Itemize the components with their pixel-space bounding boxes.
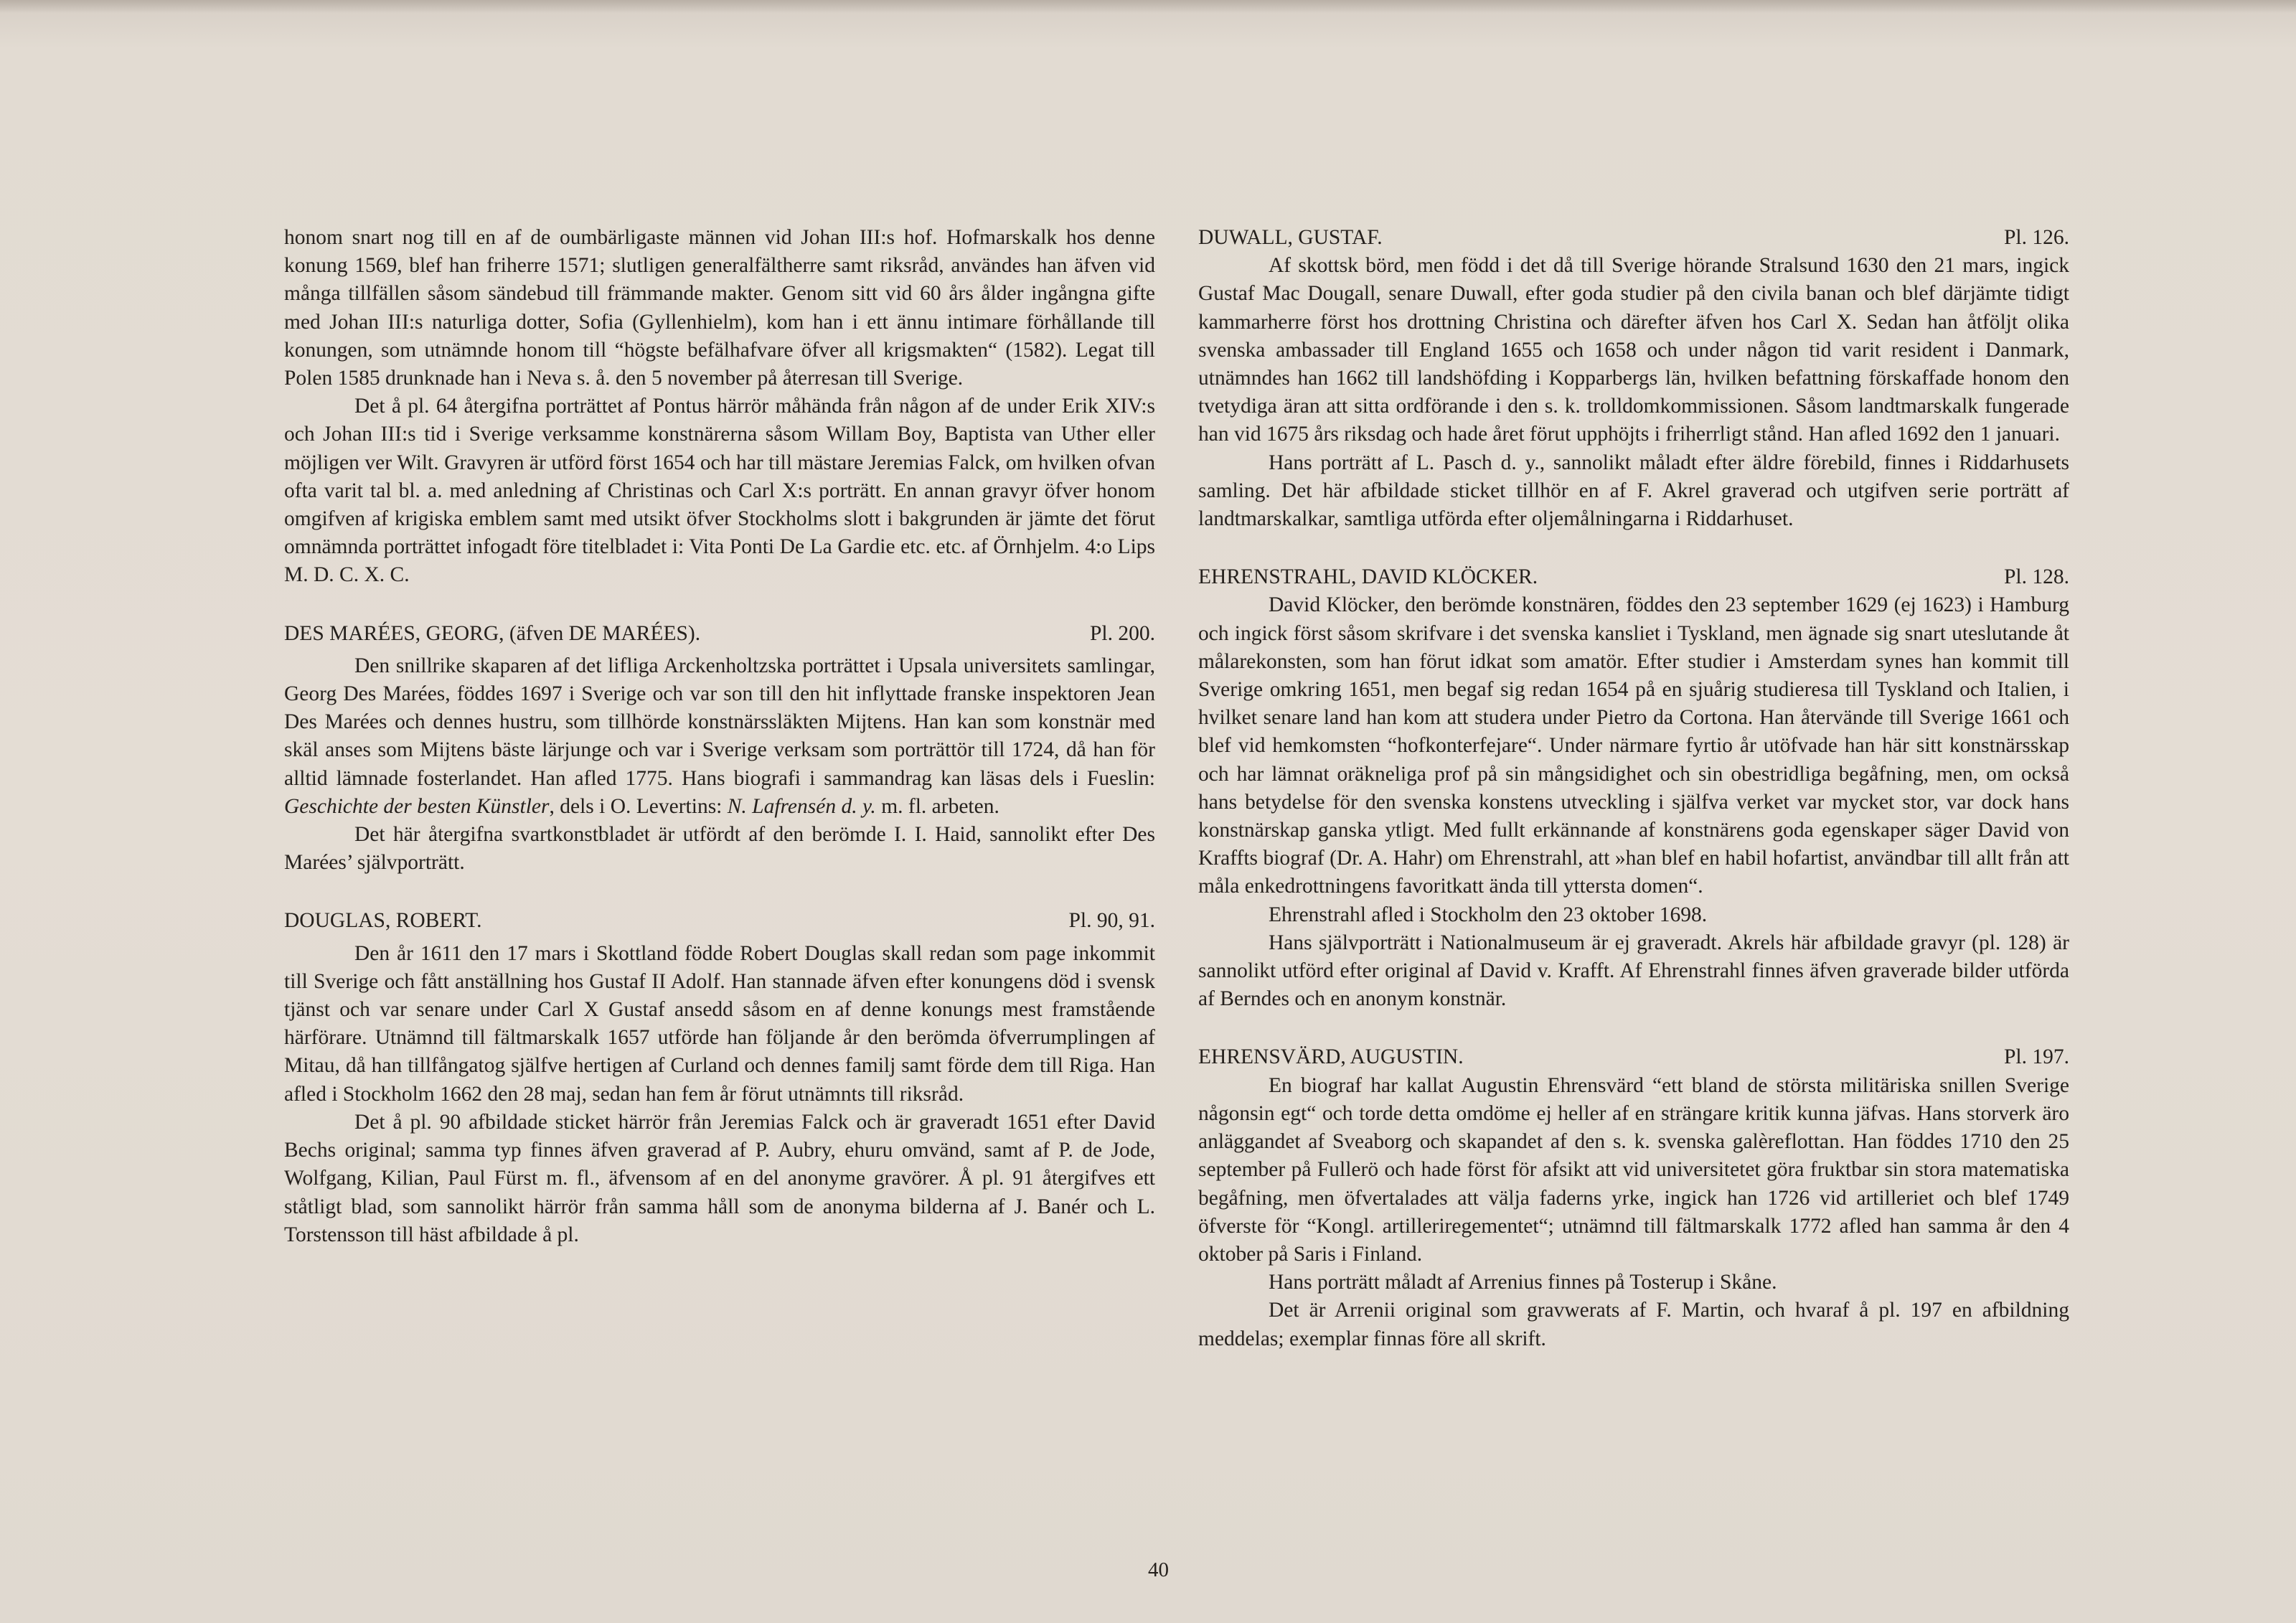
continued-paragraph: honom snart nog till en af de oumbärligaste männen vid Johan III:s hof. Hofmarskalk hos denne konung 1569, blef han friherre 1571; slutligen generalfältherre samt riksråd, användes han äfven vid många tillfällen såsom sändebud till främmande makter. Genom sitt vid 60 års ålder ingångna gifte med Johan III:s naturliga dotter, Sofia (Gyllenhielm), kom han i ett ännu intimare förhållande till konungen, som utnämnde honom till “högste befälhafvare öfver all krigsmakten“ (1582). Legat till Polen 1585 drunknade han i Neva s. å. den 5 november på återresan till Sverige. [284,226,1155,390]
book-title: N. Lafrensén d. y. [727,794,876,818]
entry-heading-ehrensvard [1198,1043,2069,1071]
entry-paragraph: Af skottsk börd, men född i det då till Sverige hörande Stralsund 1630 den 21 mars, ingick Gustaf Mac Dougall, senare Duwall, efter goda studier på den civila banan och blef därjämte tidigt kammarherre först hos drottning Christina och därefter äfven hos Carl X. Sedan han åtföljt olika svenska ambassader till England 1655 och 1658 och under någon tid varit resident i Danmark, utnämndes han 1662 till landshöfding i Kopparbergs län, hvilken befattning förskaffade honom den tvetydiga äran att sitta ordförande i den s. k. trolldomkommissionen. Såsom landtmarskalk fungerade han vid 1675 års riksdag och hade året förut upphöjts i friherrligt stånd. Han afled 1692 den 1 januari. [1198,254,2069,446]
entry-paragraph: Det här återgifna svartkonstbladet är utfördt af den berömde I. I. Haid, sannolikt efter Des Marées’ självporträtt. [284,823,1155,875]
entry-name: DUWALL, GUSTAF. [1198,226,1383,249]
entry-heading-douglas [284,907,1155,935]
entry-paragraph: Det är Arrenii original som gravwerats af F. Martin, och hvaraf å pl. 197 en afbildning meddelas; exemplar finnas före all skrift. [1198,1299,2069,1350]
entry-name: EHRENSVÄRD, AUGUSTIN. [1198,1045,1464,1069]
entry-paragraph: En biograf har kallat Augustin Ehrensvärd “ett bland de största militäriska snillen Sverige någonsin egt“ och torde detta omdöme ej heller af en strängare kritik kunna jäfvas. Hans storverk äro anläggandet af Sveaborg och skapandet af den s. k. svenska galèreflottan. Han föddes 1710 den 25 september på Fullerö och hade först för afsikt att vid universitetet göra fruktbar sin stora matematiska begåfning, men öfvertalades att välja faderns yrke, ingick han 1726 vid artilleriet och blef 1749 öfverste för “Kongl. artilleriregementet“; utnämnd till fältmarskalk 1772 afled han samma år den 4 oktober på Saris i Finland. [1198,1073,2069,1266]
plate-reference: Pl. 126. [2004,226,2069,249]
entry-paragraph: Det å pl. 90 afbildade sticket härrör från Jeremias Falck och är graveradt 1651 efter David Bechs original; samma typ finnes äfven graverad af P. Aubry, ehuru omvänd, samt af P. de Jode, Wolfgang, Kilian, Paul Fürst m. fl., äfvensom af en del anonyme gravörer. Å pl. 91 återgifves ett ståtligt blad, som sannolikt härrör från samma håll som de anonyma bilderna af J. Banér och L. Torstensson till häst afbildade å pl. [284,1110,1155,1246]
plate-reference: Pl. 200. [1090,621,1155,645]
entry-paragraph: David Klöcker, den berömde konstnären, föddes den 23 september 1629 (ej 1623) i Hamburg och ingick först såsom skrifvare i det svenska kansliet i Tyskland, men ägnade sig snart uteslutande åt målarekonsten, som han förut idkat som amatör. Efter studier i Amsterdam synes han kommit till Sverige omkring 1651, men begaf sig redan 1654 på en sjuårig studieresa till Tyskland och Italien, i hvilket senare land han kom att studera under Pietro da Cortona. Han återvände till Sverige 1661 och blef vid hemkomsten “hofkonterfejare“. Under närmare fyrtio år utöfvade han här sitt konstnärsskap och har lämnat oräkneliga prof på sin mångsidighet och sin obestridliga begåfning, men, om också hans betydelse för den svenska konstens utveckling i själfva verket var mycket stor, var dock hans konstnärskap ganska ytligt. Med fullt erkännande af konstnärens goda egenskaper säger David von Kraffts biograf (Dr. A. Hahr) om Ehrenstrahl, att »han blef en habil hofartist, användbar till allt från att måla enkedrottningens favoritkatt ända till yttersta domen“. [1198,593,2069,898]
entry-paragraph: Ehrenstrahl afled i Stockholm den 23 oktober 1698. [1269,903,1708,926]
entry-paragraph: Hans självporträtt i Nationalmuseum är ej graveradt. Akrels här afbildade gravyr (pl. 128) är sannolikt utförd efter original af David v. Krafft. Af Ehrenstrahl finnes äfven graverade bilder utförda af Berndes och en anonym konstnär. [1198,931,2069,1011]
book-title: Geschichte der besten Künstler [284,794,550,818]
entry-name: DOUGLAS, ROBERT. [284,909,482,933]
page-number: 40 [1148,1558,1169,1581]
entry-heading-ehrenstrahl [1198,563,2069,591]
portrait-note-paragraph: Det å pl. 64 återgifna porträttet af Pontus härrör måhända från någon af de under Erik XIV:s och Johan III:s tid i Sverige verksamme konstnärerna såsom Willam Boy, Baptista van Uther eller möjligen ver Wilt. Gravyren är utförd först 1654 och har till mästare Jeremias Falck, om hvilken ofvan ofta varit tal bl. a. med anledning af Christinas och Carl X:s porträtt. En annan gravyr öfver honom omgifven af krigiska emblem samt med utsikt öfver Stockholms slott i bakgrunden är jämte det förut omnämnda porträttet infogadt före titelbladet i: Vita Ponti De La Gardie etc. etc. af Örnhjelm. 4:o Lips M. D. C. X. C. [284,395,1155,587]
entry-paragraph: Hans porträtt af L. Pasch d. y., sannolikt måladt efter äldre förebild, finnes i Riddarhusets samling. Det här afbildade sticket tillhör en af F. Akrel graverad och utgifven serie porträtt af landtmarskalkar, samtliga utförda efter oljemålningarna i Riddarhuset. [1198,451,2069,531]
entry-paragraph: Hans porträtt måladt af Arrenius finnes på Tosterup i Skåne. [1269,1271,1777,1294]
entry-name: DES MARÉES, GEORG, (äfven DE MARÉES). [284,621,701,645]
entry-heading-des-marees [284,620,1155,648]
entry-name: EHRENSTRAHL, DAVID KLÖCKER. [1198,565,1538,589]
right-column [1198,224,2069,1353]
entry-paragraph: Den snillrike skaparen af det lifliga Arckenholtzska porträttet i Upsala universitets samlingar, Georg Des Marées, föddes 1697 i Sverige och var son till den hit inflyttade franske inspektoren Jean Des Marées och dennes hustru, som tillhörde konstnärssläkten Mijtens. Han kan som konstnär med skäl anses som Mijtens bäste lärjunge och var i Sverige verksam som porträttör till 1724, då han för alltid lämnade fosterlandet. Han afled 1775. Hans biografi i sammandrag kan läsas dels i Fueslin: Geschichte der besten Künstler, dels i O. Levertins: N. Lafrensén d. y. m. fl. arbeten. [284,654,1155,818]
plate-reference: Pl. 90, 91. [1068,909,1155,933]
left-column [284,224,1155,1249]
plate-reference: Pl. 128. [2004,565,2069,589]
entry-paragraph: Den år 1611 den 17 mars i Skottland födde Robert Douglas skall redan som page inkommit till Sverige och fått anställning hos Gustaf II Adolf. Han stannade äfven efter konungens död i svensk tjänst och var senare under Carl X Gustaf ansedd såsom en af denne konungs mest framstående härförare. Utnämnd till fältmarskalk 1657 utförde han följande år den berömda öfverrumplingen af Mitau, då han tillfångatog själfve hertigen af Curland och dennes familj samt förde dem till Riga. Han afled i Stockholm 1662 den 28 maj, sedan han fem år förut utnämnts till riksråd. [284,941,1155,1106]
page-top-edge [0,0,2296,13]
plate-reference: Pl. 197. [2004,1045,2069,1069]
entry-heading-duwall [1198,224,2069,252]
